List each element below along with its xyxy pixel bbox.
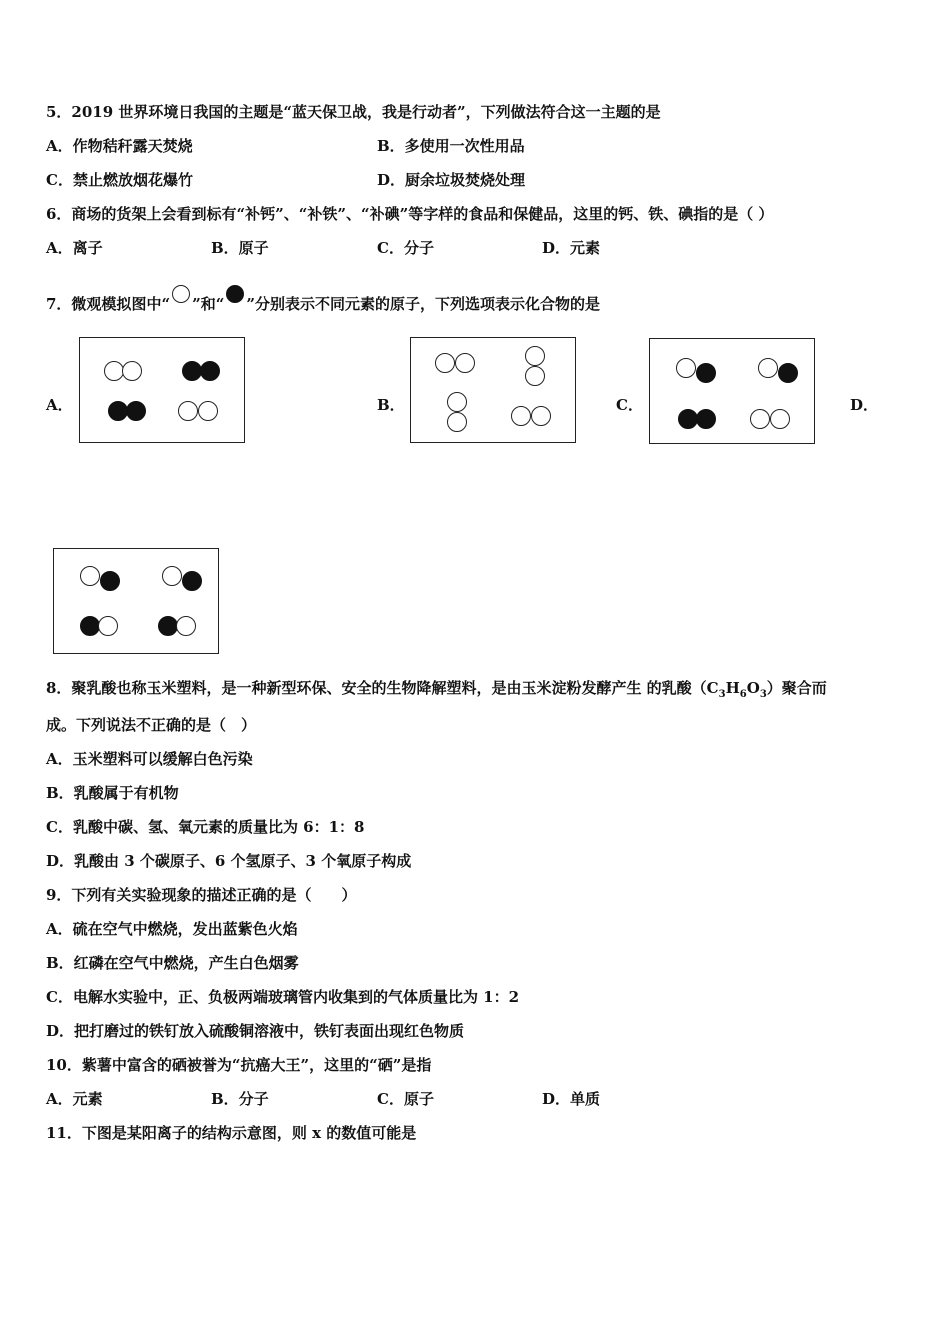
q10-stem: 10．紫薯中富含的硒被誉为“抗癌大王”，这里的“硒”是指 xyxy=(46,1056,432,1074)
q8-option-a[interactable]: A．玉米塑料可以缓解白色污染 xyxy=(46,750,253,768)
q8-option-b[interactable]: B．乳酸属于有机物 xyxy=(46,784,179,802)
white-atom-icon xyxy=(770,409,790,429)
black-atom-icon xyxy=(226,285,244,303)
q10-option-c[interactable]: C．原子 xyxy=(377,1090,434,1108)
q8-option-c[interactable]: C．乳酸中碳、氢、氧元素的质量比为 6：1：8 xyxy=(46,818,365,836)
black-atom-icon xyxy=(108,401,128,421)
q8-sub-o: 3 xyxy=(759,689,767,700)
black-atom-icon xyxy=(100,571,120,591)
q8-h: H xyxy=(725,679,740,697)
q5-stem: 5．2019 世界环境日我国的主题是“蓝天保卫战，我是行动者”，下列做法符合这一主题的是 xyxy=(46,103,661,121)
q6-option-b[interactable]: B．原子 xyxy=(211,239,269,257)
q7-option-c-diagram[interactable] xyxy=(649,338,815,444)
q8-stem-a: 8．聚乳酸也称玉米塑料，是一种新型环保、安全的生物降解塑料，是由玉米淀粉发酵产生 的乳酸（C xyxy=(46,679,719,697)
q7-option-a-label[interactable]: A． xyxy=(46,396,73,414)
q6-stem: 6．商场的货架上会看到标有“补钙”、“补铁”、“补碘”等字样的食品和保健品，这里的钙、铁、碘指的是（ ） xyxy=(46,205,774,223)
q7-stem-mid: ”和“ xyxy=(192,295,225,313)
black-atom-icon xyxy=(182,571,202,591)
white-atom-icon xyxy=(525,346,545,366)
q9-option-b[interactable]: B．红磷在空气中燃烧，产生白色烟雾 xyxy=(46,954,299,972)
q6-option-d[interactable]: D．元素 xyxy=(542,239,601,257)
white-atom-icon xyxy=(447,412,467,432)
q7-option-d-label[interactable]: D． xyxy=(850,396,879,414)
white-atom-icon xyxy=(122,361,142,381)
q6-option-a[interactable]: A．离子 xyxy=(46,239,103,257)
q10-option-a[interactable]: A．元素 xyxy=(46,1090,103,1108)
white-atom-icon xyxy=(435,353,455,373)
q7-option-d-diagram[interactable] xyxy=(53,548,219,654)
q7-option-c-label[interactable]: C． xyxy=(616,396,643,414)
white-atom-icon xyxy=(104,361,124,381)
q7-stem-post: ”分别表示不同元素的原子，下列选项表示化合物的是 xyxy=(246,295,600,313)
q8-stem-b: ）聚合而 xyxy=(766,679,827,697)
q8-stem-line1 xyxy=(46,678,827,705)
black-atom-icon xyxy=(182,361,202,381)
white-atom-icon xyxy=(98,616,118,636)
white-atom-icon xyxy=(676,358,696,378)
q8-stem-line2: 成。下列说法不正确的是（ ） xyxy=(46,716,257,734)
q7-option-b-diagram[interactable] xyxy=(410,337,576,443)
black-atom-icon xyxy=(696,409,716,429)
q5-option-a[interactable]: A．作物秸秆露天焚烧 xyxy=(46,137,193,155)
q10-option-b[interactable]: B．分子 xyxy=(211,1090,269,1108)
q9-option-c[interactable]: C．电解水实验中，正、负极两端玻璃管内收集到的气体质量比为 1：2 xyxy=(46,988,520,1006)
q8-sub-h: 6 xyxy=(739,689,747,700)
white-atom-icon xyxy=(80,566,100,586)
q9-option-a[interactable]: A．硫在空气中燃烧，发出蓝紫色火焰 xyxy=(46,920,298,938)
white-atom-icon xyxy=(531,406,551,426)
white-atom-icon xyxy=(455,353,475,373)
white-atom-icon xyxy=(758,358,778,378)
q7-stem xyxy=(46,285,600,314)
q9-stem: 9．下列有关实验现象的描述正确的是（ ） xyxy=(46,886,357,904)
white-atom-icon xyxy=(178,401,198,421)
white-atom-icon xyxy=(511,406,531,426)
black-atom-icon xyxy=(126,401,146,421)
q5-option-b[interactable]: B．多使用一次性用品 xyxy=(377,137,525,155)
q5-option-d[interactable]: D．厨余垃圾焚烧处理 xyxy=(377,171,526,189)
q7-stem-pre: 7．微观模拟图中“ xyxy=(46,295,171,313)
q8-option-d[interactable]: D．乳酸由 3 个碳原子、6 个氢原子、3 个氧原子构成 xyxy=(46,852,412,870)
white-atom-icon xyxy=(162,566,182,586)
black-atom-icon xyxy=(696,363,716,383)
black-atom-icon xyxy=(158,616,178,636)
q7-option-a-diagram[interactable] xyxy=(79,337,245,443)
q10-option-d[interactable]: D．单质 xyxy=(542,1090,601,1108)
black-atom-icon xyxy=(200,361,220,381)
black-atom-icon xyxy=(80,616,100,636)
q9-option-d[interactable]: D．把打磨过的铁钉放入硫酸铜溶液中，铁钉表面出现红色物质 xyxy=(46,1022,465,1040)
white-atom-icon xyxy=(172,285,190,303)
black-atom-icon xyxy=(678,409,698,429)
q6-option-c[interactable]: C．分子 xyxy=(377,239,434,257)
white-atom-icon xyxy=(447,392,467,412)
q8-o: O xyxy=(746,679,760,697)
q8-sub-c: 3 xyxy=(718,689,726,700)
white-atom-icon xyxy=(750,409,770,429)
white-atom-icon xyxy=(198,401,218,421)
white-atom-icon xyxy=(176,616,196,636)
black-atom-icon xyxy=(778,363,798,383)
q7-option-b-label[interactable]: B． xyxy=(377,396,405,414)
q11-stem: 11．下图是某阳离子的结构示意图，则 x 的数值可能是 xyxy=(46,1124,417,1142)
q5-option-c[interactable]: C．禁止燃放烟花爆竹 xyxy=(46,171,193,189)
white-atom-icon xyxy=(525,366,545,386)
